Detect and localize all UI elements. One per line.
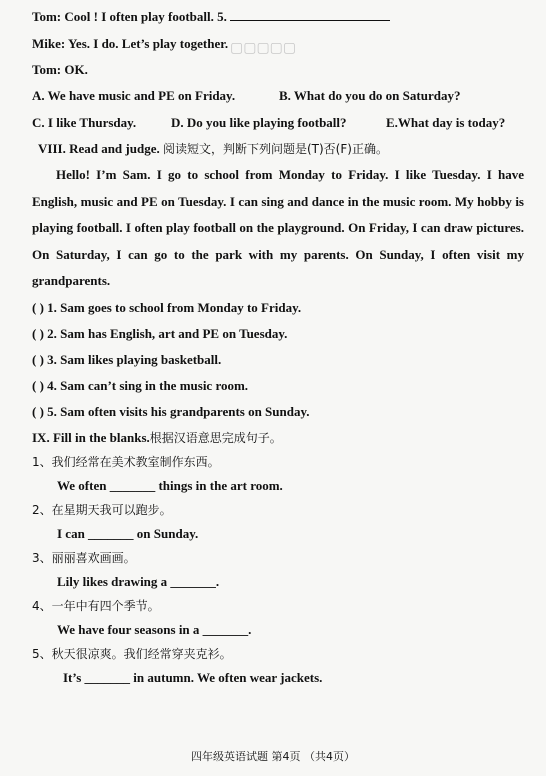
section-8-heading-zh: 阅读短文，判断下列问题是(T)否(F)正确。 [162, 142, 388, 156]
section-9-heading-zh: 根据汉语意思完成句子。 [149, 431, 282, 445]
judge-item-3[interactable]: ( ) 3. Sam likes playing basketball. [32, 352, 222, 367]
q1-chinese: 1、我们经常在美术教室制作东西。 [32, 455, 220, 469]
section-9-heading [32, 430, 282, 446]
q1-english[interactable]: We often _______ things in the art room. [57, 478, 283, 493]
option-a: A. We have music and PE on Friday. [32, 88, 236, 103]
section-8-heading-en: VIII. Read and judge. [38, 141, 160, 156]
dialog-tom-line [32, 8, 390, 25]
option-d: D. Do you like playing football? [171, 115, 347, 130]
q3-english[interactable]: Lily likes drawing a _______. [57, 574, 220, 589]
option-c: C. I like Thursday. [32, 115, 137, 130]
judge-item-4[interactable]: ( ) 4. Sam can’t sing in the music room. [32, 378, 249, 393]
q5-chinese: 5、秋天很凉爽。我们经常穿夹克衫。 [32, 647, 232, 661]
q2-english[interactable]: I can _______ on Sunday. [57, 526, 199, 541]
dialog-tom-ok: Tom: OK. [32, 62, 88, 77]
answer-blank-5[interactable] [230, 8, 390, 21]
reading-passage: Hello! I’m Sam. I go to school from Monday to Friday. I like Tuesday. I have English, music and PE on Tuesday. I can sing and dance in the music room. My hobby is playing football. I often play football on the playground. On Friday, I can draw pictures. On Saturday, I can go to the park with my parents. On Sunday, I often visit my grandparents. [32, 167, 524, 288]
section-8-heading [38, 141, 388, 157]
q4-chinese: 4、一年中有四个季节。 [32, 599, 160, 613]
q2-chinese: 2、在星期天我可以跑步。 [32, 503, 172, 517]
judge-item-1[interactable]: ( ) 1. Sam goes to school from Monday to Friday. [32, 300, 302, 315]
option-b: B. What do you do on Saturday? [279, 88, 461, 103]
judge-item-5[interactable]: ( ) 5. Sam often visits his grandparents on Sunday. [32, 404, 310, 419]
judge-item-2[interactable]: ( ) 2. Sam has English, art and PE on Tuesday. [32, 326, 288, 341]
page-footer: 四年级英语试题 第4页 （共4页） [191, 750, 355, 763]
section-9-heading-en: IX. Fill in the blanks. [32, 430, 150, 445]
q5-english[interactable]: It’s _______ in autumn. We often wear jackets. [63, 670, 323, 685]
q3-chinese: 3、丽丽喜欢画画。 [32, 551, 136, 565]
show-through-artifact: ▢▢▢▢▢ [230, 40, 297, 56]
option-e: E.What day is today? [386, 115, 506, 130]
dialog-tom-text: Tom: Cool ! I often play football. 5. [32, 9, 227, 24]
q4-english[interactable]: We have four seasons in a _______. [57, 622, 252, 637]
dialog-mike-line: Mike: Yes. I do. Let’s play together. [32, 36, 229, 51]
